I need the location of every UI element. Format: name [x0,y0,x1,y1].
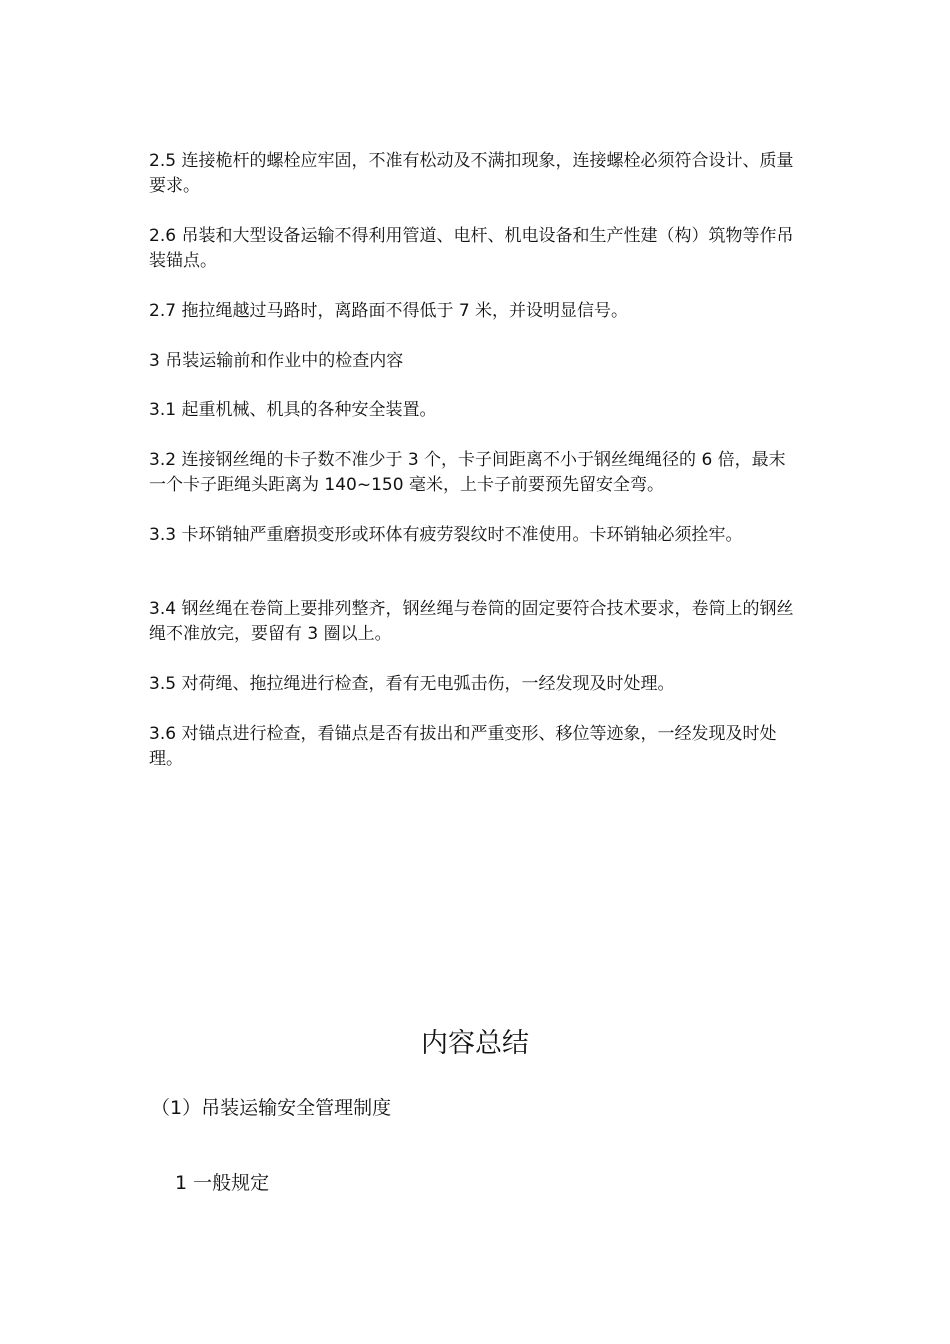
paragraph-2-6: 2.6 吊装和大型设备运输不得利用管道、电杆、机电设备和生产性建（构）筑物等作吊装锚点。 [149,226,794,271]
paragraph-3-1: 3.1 起重机械、机具的各种安全装置。 [149,400,437,420]
paragraph-2-5: 2.5 连接桅杆的螺栓应牢固，不准有松动及不满扣现象，连接螺栓必须符合设计、质量要求。 [149,151,794,196]
paragraph-2-7: 2.7 拖拉绳越过马路时，离路面不得低于 7 米，并设明显信号。 [149,301,629,321]
paragraph-3-4: 3.4 钢丝绳在卷筒上要排列整齐，钢丝绳与卷筒的固定要符合技术要求，卷筒上的钢丝绳不准放完，要留有 3 圈以上。 [149,599,794,644]
paragraph-3-6: 3.6 对锚点进行检查，看锚点是否有拔出和严重变形、移位等迹象，一经发现及时处理。 [149,724,777,769]
paragraph-3-3: 3.3 卡环销轴严重磨损变形或环体有疲劳裂纹时不准使用。卡环销轴必须拴牢。 [149,525,743,545]
paragraph-3-5: 3.5 对荷绳、拖拉绳进行检查，看有无电弧击伤，一经发现及时处理。 [149,674,675,694]
section-heading-3: 3 吊装运输前和作业中的检查内容 [149,351,404,371]
summary-item-2: 1 一般规定 [175,1172,270,1194]
paragraph-3-2: 3.2 连接钢丝绳的卡子数不准少于 3 个，卡子间距离不小于钢丝绳绳径的 6 倍，最末一个卡子距绳头距离为 140~150 毫米，上卡子前要预先留安全弯。 [149,450,786,495]
summary-item-1: （1）吊装运输安全管理制度 [151,1097,392,1119]
summary-title: 内容总结 [421,1028,529,1059]
